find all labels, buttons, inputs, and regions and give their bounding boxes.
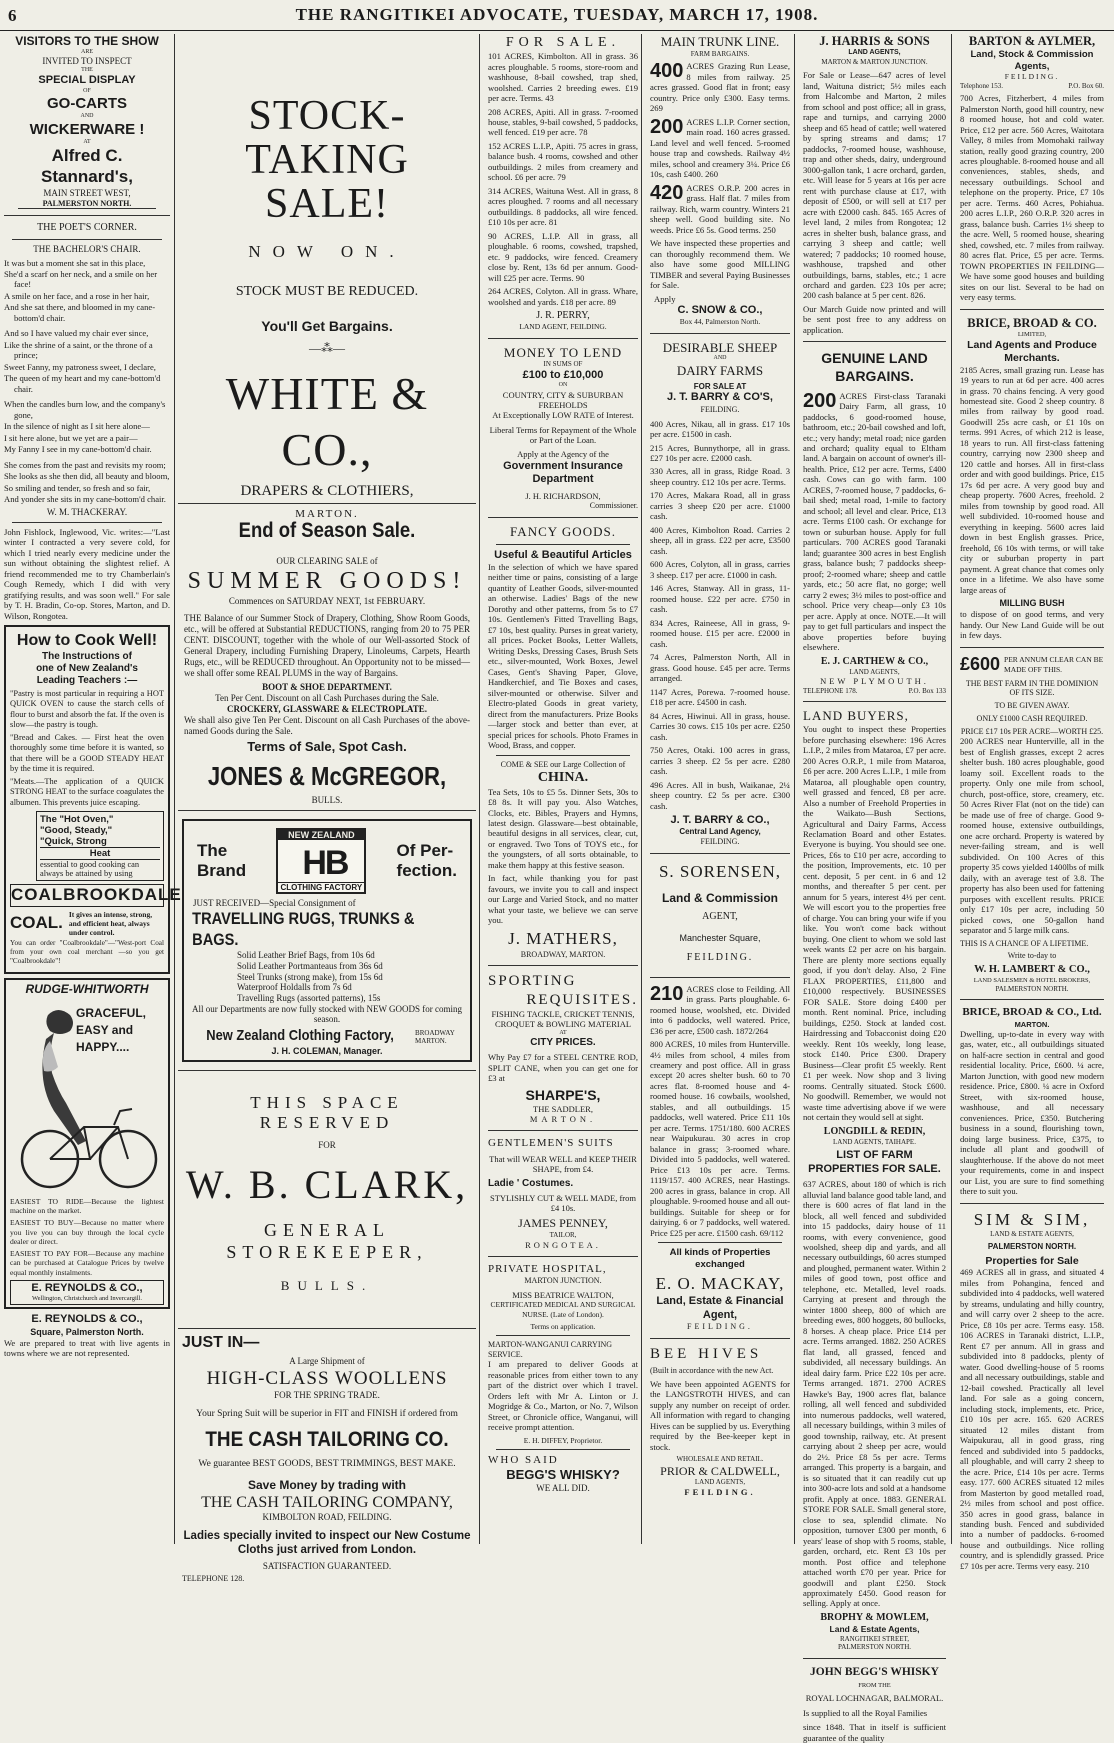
listing-item: 90 ACRES, L.I.P. All in grass, all ploughable. 6 rooms, cowshed, trapshed, etc. 9 paddocks, wire fenced. Creamery close by. Rent, 13s 6d per annum. Good-will £25 per acre. Terms. 90 bbox=[488, 230, 638, 283]
poem-line: When the candles burn low, and the company's gone, bbox=[4, 399, 166, 420]
poem-line: She looks as she then did, all beauty and bloom, bbox=[4, 471, 170, 482]
listing-item: 84 Acres, Hiwinui. All in grass, house. Carries 30 cows. £15 10s per acre. £250 cash. bbox=[650, 710, 790, 742]
clark-ad: THIS SPACE RESERVED FOR W. B. CLARK, GENERAL STOREKEEPER, BULLS. bbox=[178, 1070, 476, 1328]
column-6: BARTON & AYLMER, Land, Stock & Commission Agents, FEILDING. Telephone 153. P.O. Box 60. 700 Acres, Fitzherbert, 4 miles from Palmerston North, good hill country, new 8 roomed house, hot and cold water. Price, £12 per acre. 560 Acres, Waitotara Valley, 8 miles from Momohaki railway station, really good grazing country, 200 acres ploughable. 8-roomed house and all conveniences, stables, sheds, and necessary outbuildings. School and telephone on the property. Price, £7 10s per acre. Terms. 460 Acres, Pohiahua. 200 acres L.I.P., 260 O.R.P. 320 acres in grass, balance bush. Carries 1½ sheep to the acre. Well, 5 roomed house, shearing shed, cowshed, etc. 7 miles from railway. 80 acres flat. Price, £5 per acre. Terms. TOWN PROPERTIES IN FEILDING—We have some good houses and building sites on our list. Several to be had on very easy terms. BRICE, BROAD & CO. LIMITED, Land Agents and Produce Merchants. 2185 Acres, small grazing run. Lease has 19 years to run at 6d per acre. 400 acres in grass. 70 chains fencing. A very good homestead site. Good 2 sheep country. 8 miles from railway by good road. Goodwill 25s acre cash, or £1 10s on terms. 991 Acres, of which 212 is lease, 18 years to run. All first-class fattening country, carrying now 2300 sheep and 120 cattle and horses. All in first-class order and with good buildings. Price, £15 17s 6d per acre. A very good buy and cheap property. 7600 Acres, freehold. 2 miles from township by good road. All well subdivided. 10-roomed house and everything in keeping. 5600 acres laid down in best English grasses. Price, freehold, £6 10s with terms, or will take city or suburban property in part payment. A great chance that comes only once in a lifetime. We also have some large areas of MILLING BUSH to dispose of on good terms, and very handy. Our New Land Guide will be out in few days. £600 PER ANNUM CLEAR CAN BE MADE OFF THIS. THE BEST FARM IN THE DOMINION OF ITS SIZE. TO BE GIVEN AWAY. ONLY £1000 CASH REQUIRED. PRICE £17 10s PER ACRE—WORTH £25. 200 ACRES near Hunterville, all in the best of English grasses, except 2 acres shelter bush. 180 acres ploughable, good loamy soil. Excellent roads to the property. Only one mile from school, church, post-office, store, creamery, etc. 50 Acres River Flat (not on the tide) can be made use of free of charge. Good 9-roomed house, extensive outbuildings, one acre orchard. Property is watered by never-failing stream, and is well subdivided. On 100 Acres of this property 35 cows yielded 1400lbs of milk daily, with an average test of 3.8. The property has also been used for fattening purposes with excellent results. PRICE only £17 10s per acre, including 50 picked cows, one 50-gallon hand separator and 5 large milk cans. THIS IS A CHANCE OF A LIFETIME. Write to-day to W. H. LAMBERT & CO., LAND SALESMEN & HOTEL BROKERS, PALMERSTON NORTH. BRICE, BROAD & CO., Ltd. MARTON. Dwelling, up-to-date in every way with gas, water, etc., all outbuildings situated on half-acre section in central and good residential locality. Price, £600. ¼ acre, Marton Junction, with good new modern residence. Price, £800. ¼ acre in Oxford Street, with six-roomed house, washhouse, and all necessary conveniences. Price, £350. Butchering business in a sound, flourishing town, doing large business. Price, £375, to include all plant and goodwill of slaughterhouse. If the above do not meet your requirements, come in and inspect our List, you are sure to find something there to suit you. SIM & SIM, LAND & ESTATE AGENTS, PALMERSTON NORTH. Properties for Sale 469 ACRES all in grass, and situated 4 miles from Pohangina, fenced and subdivided into 4 paddocks, well watered by streams, undulating and hilly country, and will carry over 2 sheep to the acre. Price, £8 10s per acre. Terms easy. 158. 106 ACRES in Taranaki district, L.I.P., Rent £7 per annum. All in grass and subdivided into 8 paddocks, plenty of water. Good dwelling-house of 5 rooms and all necessary outbuildings, stable and 12-bail cowshed. Practically all level land. For sale as a going concern, including stock, implements, etc. Price, £10 10s per acre. 165. 620 ACRES situated 12 miles distant from Waipukurau, all in good grass, ring fenced and subdivided into 5 paddocks, all ploughable, and will carry 2 sheep to the acre. Price, £14 10s per acre. Terms easy. 177. 600 ACRES situated 12 miles from Masterton by good metalled road, 2½ miles from school and post office. 350 acres in good grass, balance in standing bush. Fenced and subdivided into a number of paddocks. 6-roomed house and outbuildings. Nice rolling country, and is splendidly grassed. Price £7 10s per acre. Terms very easy. 210 bbox=[960, 34, 1104, 1571]
trunk-listings bbox=[650, 61, 790, 235]
listing-text: ACRES O.R.P. 200 acres in grass. Half flat. 7 miles from railway. Rich, warm country. Winters 21 sheep well. Good building site. No weeds. Price £6 5s. Good terms. 250 bbox=[650, 182, 790, 235]
listing-item bbox=[650, 183, 790, 235]
rudge-logo: RUDGE-WHITWORTH bbox=[25, 982, 149, 997]
poem-title: THE BACHELOR'S CHAIR. bbox=[33, 243, 141, 254]
poem-line: So smiling and tender, so fresh and so fair, bbox=[4, 482, 151, 493]
goods-item: Travelling Rugs (assorted patterns), 15s bbox=[237, 992, 381, 1003]
acreage-number: 200 bbox=[650, 115, 684, 138]
stannard-ad: VISITORS TO THE SHOW ARE INVITED TO INSPECT THE SPECIAL DISPLAY OF GO-CARTS AND WICKERWARE ! AT Alfred C. Stannard's, MAIN STREET WEST, PALMERSTON NORTH. bbox=[4, 34, 170, 209]
poem-line: She comes from the past and revisits my room; bbox=[4, 459, 166, 470]
hb-logo: NEW ZEALAND HB CLOTHING FACTORY bbox=[276, 828, 366, 894]
nz-clothing-factory-ad: The Brand NEW ZEALAND HB CLOTHING FACTORY Of Per- fection. JUST RECEIVED—Special Consignment of TRAVELLING RUGS, TRUNKS & BAGS. Solid Leather Brief Bags, from 10s 6d Solid Leather Portmanteaus from 36s 6d Steel Trunks (strong make), from 15s 6d Waterproof Holdalls from 7s 6d Travelling Rugs (assorted patterns), 15s All our Departments are now fully stocked with NEW GOODS for coming season. New Zealand Clothing Factory, BROADWAY MARTON. J. H. COLEMAN, Manager. bbox=[182, 819, 472, 1062]
listing-item: 1147 Acres, Porewa. 7-roomed house. £18 per acre. £4500 in cash. bbox=[650, 686, 790, 708]
listing-item: 264 ACRES, Colyton. All in grass. Whare, woolshed and yards. £18 per acre. 89 bbox=[488, 286, 638, 307]
barry-listings bbox=[650, 419, 790, 811]
listing-item: 146 Acres, Stanway. All in grass, 11-roomed house. £22 per acre. £750 in cash. bbox=[650, 583, 790, 615]
fishlock-testimonial: John Fishlock, Inglewood, Vic. writes:—"Last winter I contracted a very severe cold, for which I tried nearly every medicine under the sun without obtaining the slightest relief. A friend recommended me to try Chamberlain's Cough Remedy, which I did with very gratifying results, and was soon well." For sale by T. H. Bradin, Co-op. Stores, Marton, and D. Wilson, Rongotea. bbox=[4, 526, 170, 621]
listing-item: 215 Acres, Bunnythorpe, all in grass. £27 10s per acre. £2000 cash. bbox=[650, 442, 790, 463]
poem-author: W. M. THACKERAY. bbox=[46, 506, 128, 517]
cyclist-illustration: GRACEFUL, EASY and HAPPY.... bbox=[10, 997, 164, 1197]
listing-item: 600 Acres, Colyton, all in grass, carries 3 sheep. £17 per acre. £1000 in cash. bbox=[650, 559, 790, 580]
cash-tailoring-ad: JUST IN— A Large Shipment of HIGH-CLASS WOOLLENS FOR THE SPRING TRADE. Your Spring Suit will be superior in FIT and FINISH if ordered from THE CASH TAILORING CO. We guarantee BEST GOODS, BEST TRIMMINGS, BEST MAKE. Save Money by trading with THE CASH TAILORING COMPANY, KIMBOLTON ROAD, FEILDING. Ladies specially invited to inspect our New Costume Cloths just arrived from London. SATISFACTION GUARANTEED. TELEPHONE 128. bbox=[178, 1328, 476, 1584]
poem-line: In the silence of night as I sit here alone— bbox=[4, 421, 150, 432]
listing-item bbox=[650, 61, 790, 113]
clark-name: W. B. CLARK, bbox=[185, 1162, 469, 1208]
jones-mcgregor-name: JONES & McGREGOR, bbox=[207, 761, 447, 792]
page-number: 6 bbox=[8, 6, 17, 25]
column-3: FOR SALE. 101 ACRES, Kimbolton. All in grass. 36 acres ploughable. 5 rooms, store-room and washhouse, 8-bail cowshed, trap shed, woolshed. Carries 2 breeding ewes. £19 per acre. Terms. 43 208 ACRES, Apiti. All in grass. 7-roomed house, stables, 9-bail cowshed, 5 paddocks, well fenced. £19 per acre. 78 152 ACRES L.I.P., Apiti. 75 acres in grass, balance bush. 4 rooms, cowshed and other outbuildings. 2 miles from creamery and school. £6 per acre. 79 314 ACRES, Waituna West. All in grass, 8 acres ploughed. 7 rooms and all necessary outbuildings. 8 paddocks, all wire fenced. £10 10s per acre. 81 90 ACRES, L.I.P. All in grass, all ploughable. 6 rooms, cowshed, trapshed, etc. 9 paddocks, wire fenced. Creamery close by. Rent, 13s 6d per annum. Good-will £25 per acre. Terms. 90 264 ACRES, Colyton. All in grass. Whare, woolshed and yards. £18 per acre. 89 J. R. PERRY, LAND AGENT, FEILDING. MONEY TO LEND IN SUMS OF £100 to £10,000 ON COUNTRY, CITY & SUBURBAN FREEHOLDS At Exceptionally LOW RATE of Interest. Liberal Terms for Repayment of the Whole or Part of the Loan. Apply at the Agency of the Government Insurance Department J. H. RICHARDSON, Commissioner. FANCY GOODS. Useful & Beautiful Articles In the selection of which we have spared neither time or pains, consisting of a large quantity of Leather Goods, silver-mounted an otherwise. Ladies' Bags of the new Dorothy and other patterns, from 5s to £7 10s. Gentlemen's Fitted Travelling Bags, £7 10s, best quality. Purses in great variety, all prices. Pocket Books, Letter Wallets, Writing Desks, Dressing Cases, Brush Sets etc., silver-mounted, Work Boxes, Jewel Cases, Gent's Shaving Paper, Glove, Handkerchief, and Tie Boxes and cases, silver-mounted or otherwise. Silver and Electro-plated Goods in great variety, direct from the manufacturers. Prize Books—larger stock and better than ever, at special prices for schools. Photo Frames in Wood, Brass, and copper. COME & SEE our Large Collection of CHINA. Tea Sets, 10s to £5 5s. Dinner Sets, 30s to £8 8s. It will pay you. Also Watches, Clocks, etc. Bibles, Prayers and Hymns, latest design. Glassware—best obtainable, beautiful designs in all services, clear, cut, or engraved. Two Tons of TOYS etc., for the youngsters, of all sorts obtainable, to make them happy at this festive season. In fact, while thanking you for past favours, we invite you to call and inspect our Large and Varied Stock, and no matter what your taste, we believe we can serve you. J. MATHERS, BROADWAY, MARTON. SPORTING REQUISITES. FISHING TACKLE, CRICKET TENNIS, CROQUET & BOWLING MATERIAL AT CITY PRICES. Why Pay £7 for a STEEL CENTRE ROD, SPLIT CANE, when you can get one for £3 at SHARPE'S, THE SADDLER, MARTON. GENTLEMEN'S SUITS That will WEAR WELL and KEEP THEIR SHAPE, from £4. Ladie ' Costumes. STYLISHLY CUT & WELL MADE, from £4 10s. JAMES PENNEY, TAILOR, RONGOTEA. PRIVATE HOSPITAL, MARTON JUNCTION. MISS BEATRICE WALTON, CERTIFICATED MEDICAL AND SURGICAL NURSE. (Late of London). Terms on application. MARTON-WANGANUI CARRYING SERVICE. I am prepared to deliver Goods at reasonable prices from either town to any part of the district over which I travel. Orders left with Mr A. Linton or J. Mogridge & Co., Marton, or No. 7, Wilson Street, or Chronicle office, Wanganui, will receive prompt attention. E. H. DIFFEY, Proprietor. WHO SAID BEGG'S WHISKY? WE ALL DID. bbox=[488, 35, 638, 1494]
goods-item: Solid Leather Portmanteaus from 36s 6d bbox=[237, 961, 383, 972]
column-2 bbox=[178, 34, 476, 1584]
column-rule bbox=[174, 34, 175, 1544]
listing-item: 208 ACRES, Apiti. All in grass. 7-roomed house, stables, 9-bail cowshed, 5 paddocks, well fenced. £19 per acre. 78 bbox=[488, 106, 638, 138]
poem-line: A smile on her face, and a rose in her hair, bbox=[4, 290, 150, 301]
stannard-name: Alfred C. Stannard's, bbox=[41, 146, 133, 186]
listing-item: 834 Acres, Raineese, All in grass, 9-roomed house. £15 per acre. £2000 in cash. bbox=[650, 617, 790, 649]
listing-item: 170 Acres, Makara Road, all in grass carries 3 sheep £20 per acre. £1000 cash. bbox=[650, 490, 790, 522]
reynolds-badge: E. REYNOLDS & CO., bbox=[31, 1281, 143, 1294]
column-4: MAIN TRUNK LINE. FARM BARGAINS. 400 ACRES Grazing Run Lease, 8 miles from railway. 25 acres grassed. Good flat in front; easy country. Price only £300. Easy terms. 269 200 ACRES L.I.P. Corner section, main road. 160 acres grassed. Land level and well fenced. 5-roomed house trap and cowsheds. Railway 4½ miles, school and creamery 3¼. Price £6 10s, cash £400. 260 420 ACRES O.R.P. 200 acres in grass. Half flat. 7 miles from railway. Rich, warm country. Winters 21 sheep well. Good building site. No weeds. Price £6 5s. Good terms. 250 We have inspected these properties and can thoroughly recommend them. We also have some good MILLING TIMBER and several Paying Businesses for Sale. Apply C. SNOW & CO., Box 44, Palmerston North. DESIRABLE SHEEP AND DAIRY FARMS FOR SALE AT J. T. BARRY & CO'S, FEILDING. 400 Acres, Nikau, all in grass. £17 10s per acre. £1500 in cash. 215 Acres, Bunnythorpe, all in grass. £27 10s per acre. £2000 cash. 330 Acres, all in grass, Ridge Road. 3 sheep country. £12 10s per acre. Terms. 170 Acres, Makara Road, all in grass carries 3 sheep £20 per acre. £1000 cash. 400 Acres, Kimbolton Road. Carries 2 sheep, all in grass. £22 per acre, £3500 cash. 600 Acres, Colyton, all in grass, carries 3 sheep. £17 per acre. £1000 in cash. 146 Acres, Stanway. All in grass, 11-roomed house. £22 per acre. £750 in cash. 834 Acres, Raineese, All in grass, 9-roomed house. £15 per acre. £2000 in cash. 74 Acres, Palmerston North, All in grass. Good house. £45 per acre. Terms arranged. 1147 Acres, Porewa. 7-roomed house. £18 per acre. £4500 in cash. 84 Acres, Hiwinui. All in grass, house. Carries 30 cows. £15 10s per acre. £250 cash. 750 Acres, Otaki. 100 acres in grass, carries 3 sheep. £2 5s per acre. £280 cash. 496 Acres. All in bush, Waikanae, 2¼ sheep country. £2 5s per acre. £300 cash. J. T. BARRY & CO., Central Land Agency, FEILDING. S. SORENSEN, Land & Commission AGENT, Manchester Square, FEILDING. 210 ACRES close to Feilding. All in grass. Parts ploughable. 6-roomed house, woolshed, etc. Divided into 6 paddocks, well watered. Price, £36 per acre, £500 cash. 1872/264 800 ACRES, 10 miles from Hunterville. 4½ miles from school, 4 miles from creamery and post office. All in grass except 20 acres shelter bush. 60 to 70 acres flat. 8-roomed house and 4-roomed house. 16 cowbails, woolshed, stables, and all outbuildings. 15 paddocks, well watered. Price £11 10s per acre. Terms. 1751/180. 600 ACRES near Waipukurau. 30 acres in crop balance in grass; 3-roomed whare. Divided into 5 paddocks, well watered. Price £13 10s per acre. Terms. 1119/157. 400 ACRES, near Hastings. 200 acres in grass, balance in crop. All ploughable. 9-roomed house and all out-buildings. Suitable for sheep or for dairying. 6 or 7 paddocks, well watered. Price £25 per acre. £1500 cash. 69/112 All kinds of Properties exchanged E. O. MACKAY, Land, Estate & Financial Agent, FEILDING. BEE HIVES (Built in accordance with the new Act. We have been appointed AGENTS for the LANGSTROTH HIVES, and can supply any number on receipt of order. All information with regard to changing Hives can be supplied by us. Everything required by the Bee-keeper kept in stock. WHOLESALE AND RETAIL. PRIOR & CALDWELL, LAND AGENTS, FEILDING. bbox=[650, 34, 790, 1497]
white-co-ad: STOCK-TAKING SALE! NOW ON. STOCK MUST BE REDUCED. You'll Get Bargains. —⁂— WHITE & CO., DRAPERS & CLOTHIERS, MARTON. bbox=[178, 34, 476, 504]
white-co-name: WHITE & CO., bbox=[225, 367, 429, 475]
poem-line: She'd a scarf on her neck, and a smile on her face! bbox=[4, 268, 158, 290]
column-5: J. HARRIS & SONS LAND AGENTS, MARTON & MARTON JUNCTION. For Sale or Lease—647 acres of level land, Waituna district; 5½ miles each from Halcombe and Marton, 2 miles from school and post office; all in grass, rape and turnips, and carrying 2000 sheep and 65 head of cattle; well watered by spring streams and dams; 17 paddocks, 7-roomed house, washhouse, trap and other sheds, dairy, underground 3000-gallon tank, 1 acre orchard, garden, etc. Will lease for 5 years at 16s per acre rent with purchase clause at £17, with deposit of £500, or will sell at £17 per acre with £2000 cash. 845. 165 Acres of level land, 2 miles from Rongotea; 12 acres in shelter bush, balance grass, and carrying 3 sheep and cattle; well watered; 7 paddocks; 10 roomed house, washhouse, trapshed and other outbuildings, barns, stables, etc.; 1 acre orchard and garden. £23 10s per acre; 200 cash balance at 5 per cent. 826. Our March Guide now printed and will be sent post free to any address on application. GENUINE LAND BARGAINS. 200 ACRES First-class Taranaki Dairy Farm, all grass, 10 paddocks, 6 good-roomed house, bathroom, etc.; 20-bail cowshed and loft, etc.; very handy; metal road; nice garden and orchard; quality equal to Eltham land. A bargain on account of owner's ill-health. Price, £12 per acre. Terms, £400 cash. Cows can go with farm. 100 ACRES, 7-roomed house, 7 paddocks, 6-bail shed; metal road, 1-mile to factory and school; all level and clear. Price, £13 acre. Terms £100 cash. Or exchange for town or suburban house. Apply for full particulars. 700 ACRES good Taranaki land; guarantee 300 acres in best English grass, balance bush; 7 paddocks sheep-proof; 2-roomed whare; sheep and cattle yards, etc.; 50 acre flat, no gorge; well carry 2 ewes; 3½ miles to post-office and school. Price very cheap—only £3 10s per acre. Apply at once. NOTE.—It will pay to get full particulars and inspect the above properties before buying elsewhere. E. J. CARTHEW & CO., LAND AGENTS, NEW PLYMOUTH. TELEPHONE 178. P.O. Box 133 LAND BUYERS, You ought to inspect these Properties before purchasing elsewhere: 196 Acres L.I.P., 2 miles from Mataroa, £7 per acre. 200 Acres O.R.P., 1 mile from Mataroa, £6 per acre. 200 Acres L.I.P., 1 mile from Mataroa, all ploughable open country, well grassed and fenced, £8 per acre. Also a number of Freehold Properties in the Waikato—Bush Sections, Agricultural and Dairy Farms, Access Reclamation Board and other Estates. Everyone is buying. You should see one. Prices, £6s to £10 per acre, according to the position, Improvements, etc. 10 per cent. deposit, 5 per cent. in 6 and 12 months, and thereafter 5 per cent. per annum for 5 years, interest 4½ per cent. We will escort you to the properties free of charge. You can bring your wife if you like. You won't come back without buying. One client to whom we sold last week wants £2 per acre on his bargain. There are plenty more sections equally good, if you don't delay. Also, 2 Fine FLAX PROPERTIES, £11,800 and £10,000 respectively. BUSINESSES FOR SALE. Store doing £400 per month. Rent nominal. Price, including buildings, £250. Stock at landed cost. Hairdressing and Tobacconist doing £20 weekly. Rent 10s weekly, long lease, stock £140. Price £300. Drapery Business—Clear profit £5 weekly. Rent £1 per week. Now shop and 3 living rooms. Centrally situated. Stock £600. No goodwill. Remember, we would not waste time advertising above if we were not certain they would sell at sight. LONGDILL & REDIN, LAND AGENTS, TAIHAPE. LIST OF FARM PROPERTIES FOR SALE. 637 ACRES, about 180 of which is rich alluvial land balance good table land, and there is 600 acres of flat land in the block, all well fenced and subdivided into 15 paddocks, dairy house of 11 rooms, with every convenience, good woolshed, sheep dip and yards, and all necessary outbuildings, 60 acres stumped and ploughed, permanent water. Within 2 miles of good town, post office and telephone, etc. Metalled, level roads. Carrying at present and through the winter 1800 sheep, 800 of which are breeding ewes, 800 hoggets, 80 bullocks, 8 horses. A cheap place. Price £14 per acre. Terms arranged. 1882. 250 ACRES flat land, all grassed, fenced and subdivided, all necessary buildings. An ideal dairy farm. Price £22 10s per acre. Terms arranged. 1871. 2700 ACRES Hawke's Bay, 1900 acres flat, balance rolling, all well fenced and subdivided into numerous paddocks, well watered, all necessary buildings, within 3 miles of good township, railway, etc. At present carrying about 2 sheep per acre, would do 2½. Price £8 5s per acre. Terms arranged. This property is a bargain, and is so situated that it can readily cut up into 300-acre lots and sold at a handsome profit. Apply at once. 1883. GENERAL STORE FOR SALE. Small general store, close to sea, splendid climate. No opposition, turnover £300 per month, 6 years' lease of shop with 5 rooms, stable, garden, orchard, etc. Rent £3 10s per month. Post office and telephone attached worth £70 per year. Price for goodwill and plant £250. Stock approximately £450. Good reason for selling. Apply at once. BROPHY & MOWLEM, Land & Estate Agents, RANGITIKEI STREET, PALMERSTON NORTH. JOHN BEGG'S WHISKY FROM THE ROYAL LOCHNAGAR, BALMORAL. Is supplied to all the Royal Families since 1848. That in itself is sufficient guarantee of the quality bbox=[803, 34, 946, 1743]
coalbrookdale-ad: How to Cook Well! The Instructions of one of New Zealand's Leading Teachers :— "Pastry is most particular in requiring a HOT QUICK OVEN to cause the starch cells of flour to burst and absorb the fat. If the oven is slow—the pastry is tough. "Bread and Cakes. — First heat the oven thoroughly some time before it is wanted, so that there will be a GOOD STEADY HEAT by the time it is required. "Meats.—The application of a QUICK STRONG HEAT to the surface coagulates the albumen. This prevents juice escaping. The "Hot Oven," "Good, Steady," "Quick, Strong Heat essential to good cooking can always be attained by using COALBROOKDALE COAL. It gives an intense, strong, and efficient heat, always under control. You can order "Coalbrookdale"—"West-port Coal from your own coal merchant —so you get "Coalbrookdale"! bbox=[4, 625, 170, 974]
poem-line: And so I have valued my chair ever since, bbox=[4, 328, 149, 339]
mathers-name: J. MATHERS, bbox=[508, 928, 618, 948]
sorensen-name: S. SORENSEN, bbox=[658, 861, 782, 881]
jones-mcgregor-ad: End of Season Sale. OUR CLEARING SALE of SUMMER GOODS! Commences on SATURDAY NEXT, 1st FEBRUARY. THE Balance of our Summer Stock of Drapery, Clothing, Show Room Goods, etc., will be offered at Substantial REDUCTIONS, ranging from 20 to 75 PER CENT. DISCOUNT, together with the whole of our Well-assorted Stock of General Drapery, including Furnishing Drapery, Linoleums, Carpets, Hearth Rugs, etc., will be REDUCED throughout. An Opportunity not to be missed—we shall offer some REAL PLUMS in the way of Bargains. BOOT & SHOE DEPARTMENT. Ten Per Cent. Discount on all Cash Purchases during the Sale. CROCKERY, GLASSWARE & ELECTROPLATE. We shall also give Ten Per Cent. Discount on all Cash Purchases of the above-named Goods during the Sale. Terms of Sale, Spot Cash. JONES & McGREGOR, BULLS. bbox=[178, 504, 476, 811]
poem-line: Sweet Fanny, my patroness sweet, I declare, bbox=[4, 361, 156, 372]
listing-item: 74 Acres, Palmerston North, All in grass. Good house. £45 per acre. Terms arranged. bbox=[650, 652, 790, 684]
perry-listings bbox=[488, 51, 638, 307]
poem-line: The queen of my heart and my cane-bottom'd chair. bbox=[4, 373, 161, 394]
acreage-number: 400 bbox=[650, 60, 684, 83]
poem-line: I sit here alone, but we yet are a pair— bbox=[4, 432, 138, 443]
acreage-number: 420 bbox=[650, 181, 684, 204]
cash-tailoring-name: THE CASH TAILORING CO. bbox=[205, 1427, 449, 1451]
listing-text: ACRES L.I.P. Corner section, main road. 160 acres grassed. Land level and well fenced. 5-roomed house trap and cowsheds. Railway 4½ miles, school and creamery 3¼. Price £6 10s, cash £400. 260 bbox=[650, 116, 790, 180]
listing-item: 400 Acres, Kimbolton Road. Carries 2 sheep, all in grass. £22 per acre, £3500 cash. bbox=[650, 524, 790, 556]
newspaper-title: THE RANGITIKEI ADVOCATE, TUESDAY, MARCH 17, 1908. bbox=[295, 5, 819, 24]
listing-item: 152 ACRES L.I.P., Apiti. 75 acres in grass, balance bush. 4 rooms, cowshed and other outbuildings. 2 miles from creamery and school. £6 per acre. 79 bbox=[488, 140, 638, 183]
poem-line: And she sat there, and bloomed in my cane-bottom'd chair. bbox=[4, 302, 156, 323]
coalbrookdale-logo: COALBROOKDALE bbox=[10, 884, 164, 907]
column-rule bbox=[479, 34, 480, 1544]
poem-line: Like the shrine of a saint, or the throne of a prince; bbox=[4, 339, 153, 361]
rudge-whitworth-ad: RUDGE-WHITWORTH GRACEFUL, EASY and HAPPY.... EASIEST TO RIDE—Because the lightest machine on the market. EASIEST TO BUY—Because no matter where you live you can buy through the local cycle dealer or direct. EASIEST TO PAY FOR—Because any machine can be purchased at Catalogue Prices by twelve equal monthly instalments. E. REYNOLDS & CO., Wellington, Christchurch and Invercargill. bbox=[4, 978, 170, 1309]
masthead bbox=[0, 0, 1114, 31]
column-1: VISITORS TO THE SHOW ARE INVITED TO INSPECT THE SPECIAL DISPLAY OF GO-CARTS AND WICKERWARE ! AT Alfred C. Stannard's, MAIN STREET WEST, PALMERSTON NORTH. THE POET'S CORNER. THE BACHELOR'S CHAIR. It was but a moment she sat in this place, She'd a scarf on her neck, and a smile on her face! A smile on her face, and a rose in her hair, And she sat there, and bloomed in my cane-bottom'd chair. And so I have valued my chair ever since, Like the shrine of a saint, or the throne of a prince; Sweet Fanny, my patroness sweet, I declare, The queen of my heart and my cane-bottom'd chair. When the candles burn low, and the company's gone, In the silence of night as I sit here alone— I sit here alone, but we yet are a pair— My Fanny I see in my cane-bottom'd chair. She comes from the past and revisits my room; She looks as she then did, all beauty and bloom, So smiling and tender, so fresh and so fair, And yonder she sits in my cane-bottom'd chair. W. M. THACKERAY. John Fishlock, Inglewood, Vic. writes:—"Last winter I contracted a very severe cold, for which I tried nearly every medicine under the sun without obtaining the slightest relief. A friend recommended me to try Chamberlain's Cough Remedy, which I did with very gratifying results, and was soon well." For sale by T. H. Bradin, Co-op. Stores, Marton, and D. Wilson, Rongotea. How to Cook Well! The Instructions of one of New Zealand's Leading Teachers :— "Pastry is most particular in requiring a HOT QUICK OVEN to cause the starch cells of flour to burst and absorb the fat. If the oven is slow—the pastry is tough. "Bread and Cakes. — First heat the oven thoroughly some time before it is wanted, so that there will be a GOOD STEADY HEAT by the time it is required. "Meats.—The application of a QUICK STRONG HEAT to the surface coagulates the albumen. This prevents juice escaping. The "Hot Oven," "Good, Steady," "Quick, Strong Heat essential to good cooking can always be attained by using COALBROOKDALE COAL. It gives an intense, strong, and efficient heat, always under control. You can order "Coalbrookdale"—"West-port Coal from your own coal merchant —so you get "Coalbrookdale"! RUDGE-WHITWORTH GRACEFUL, EASY and HAPPY.... EASIEST TO RIDE—Because the lightest machine on the market. EASIEST TO BUY—Because no matter where you live you can buy through the local cycle dealer or direct. EASIEST TO PAY FOR—Because any machine can be purchased at Catalogue Prices by twelve equal monthly instalments. E. REYNOLDS & CO., Wellington, Christchurch and Invercargill. E. REYNOLDS & CO., Square, Palmerston North. We are prepared to treat with live agents in towns where we are not represented. bbox=[4, 34, 182, 1359]
goods-item: Steel Trunks (strong make), from 15s 6d bbox=[237, 971, 383, 982]
listing-item: 314 ACRES, Waituna West. All in grass, 8 acres ploughed. 7 rooms and all necessary outbuildings. 8 paddocks, all wire fenced. £10 10s per acre. 81 bbox=[488, 185, 638, 228]
listing-item: 101 ACRES, Kimbolton. All in grass. 36 acres ploughable. 5 rooms, store-room and washhouse, 8-bail cowshed, trap shed, woolshed. Carries 2 breeding ewes. £19 per acre. Terms. 43 bbox=[488, 51, 638, 104]
goods-list bbox=[187, 950, 467, 1003]
reynolds-name: E. REYNOLDS & CO., bbox=[31, 1313, 143, 1326]
poem-line: It was but a moment she sat in this place, bbox=[4, 257, 146, 268]
listing-item: 496 Acres. All in bush, Waikanae, 2¼ sheep country. £2 5s per acre. £300 cash. bbox=[650, 779, 790, 811]
listing-item: 750 Acres, Otaki. 100 acres in grass, carries 3 sheep. £2 5s per acre. £280 cash. bbox=[650, 745, 790, 777]
poets-corner-heading: THE POET'S CORNER. bbox=[37, 222, 137, 234]
poem bbox=[4, 258, 170, 505]
goods-item: Solid Leather Brief Bags, from 10s 6d bbox=[237, 950, 375, 961]
listing-item: 400 Acres, Nikau, all in grass. £17 10s per acre. £1500 in cash. bbox=[650, 418, 790, 440]
poem-line: And yonder she sits in my cane-bottom'd chair. bbox=[4, 494, 166, 505]
listing-item bbox=[650, 117, 790, 180]
poem-line: My Fanny I see in my cane-bottom'd chair. bbox=[4, 444, 152, 455]
listing-text: ACRES Grazing Run Lease, 8 miles from railway. 25 acres grassed. Good flat in front; easy country. Price only £300. Easy terms. 269 bbox=[650, 61, 790, 114]
stock-taking-heading: STOCK-TAKING bbox=[245, 93, 409, 184]
goods-item: Waterproof Holdalls from 7s 6d bbox=[237, 982, 352, 993]
listing-item: 330 Acres, all in grass, Ridge Road. 3 sheep country. £12 10s per acre. Terms. bbox=[650, 466, 790, 487]
hot-oven-callout: The "Hot Oven," "Good, Steady," "Quick, Strong Heat essential to good cooking can always be attained by using bbox=[36, 811, 164, 881]
ornament: —⁂— bbox=[309, 341, 345, 356]
